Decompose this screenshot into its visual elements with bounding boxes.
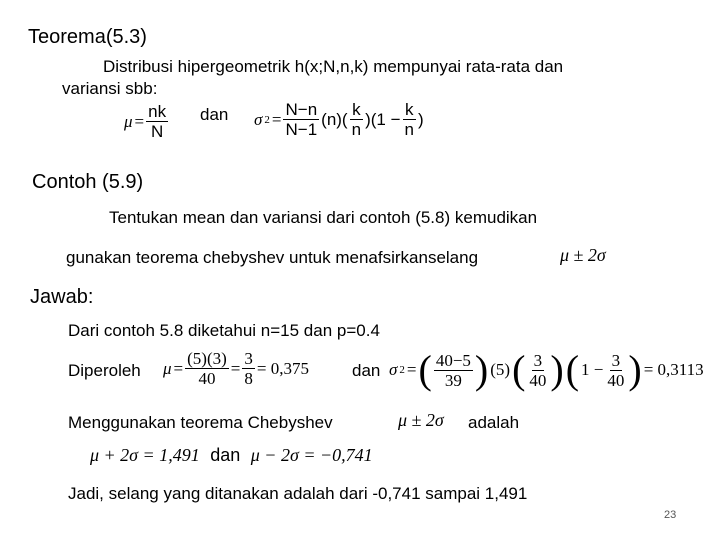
open-paren: ( [418,347,432,392]
example-line-2: gunakan teorema chebyshev untuk menafsirkanselang [66,248,479,267]
interval-formula: μ ± 2σ [560,245,606,265]
variance-term-one-minus: 1 − [581,360,604,379]
variance-calc-fraction-2 [527,352,548,389]
mean-calc-fraction-1 [185,350,229,387]
mu-symbol: μ [163,358,172,378]
variance-formula [254,101,424,138]
mu-symbol: μ [124,111,133,131]
variance-term-n: (n)( [321,109,348,129]
lower-bound: μ − 2σ = −0,741 [250,445,373,465]
theorem-line-1: Distribusi hipergeometrik h(x;N,n,k) mempunyai rata-rata dan [103,57,564,76]
close-paren: ) [474,347,489,392]
interval-bounds [90,445,373,466]
fraction-numerator: 3 [533,350,543,370]
variance-term-one-minus: )(1 − [365,109,401,129]
answer-title: Jawab: [30,286,94,308]
open-paren: ( [565,347,580,392]
variance-fraction-3 [403,101,416,138]
closing-parenthesis: ) [417,109,424,129]
variance-calc-fraction-3 [605,352,626,389]
variance-calculation [389,347,704,392]
fraction-denominator: N−1 [285,120,318,139]
close-paren: ) [628,347,642,392]
bounds-dan: dan [210,445,241,465]
chebyshev-line: Menggunakan teorema Chebyshev [68,413,333,432]
sigma-symbol: σ [389,360,398,379]
conclusion: Jadi, selang yang ditanakan adalah dari -0,741 sampai 1,491 [68,484,528,503]
fraction-denominator: 8 [244,369,253,388]
variance-fraction-2 [350,101,363,138]
equals-sign: = [406,360,417,379]
mean-formula [124,103,168,140]
mean-calc-fraction-2 [242,350,255,387]
fraction-denominator: 40 [529,370,547,390]
equals-sign: = [173,358,184,378]
fraction-denominator: n [351,120,362,139]
variance-result: = 0,3113 [643,360,704,379]
fraction-numerator: 3 [611,350,621,370]
answer-dan: dan [352,361,381,380]
example-line-1: Tentukan mean dan variansi dari contoh (5.8) kemudikan [109,208,538,227]
variance-calc-fraction-1 [434,352,473,389]
variance-fraction-1 [283,101,319,138]
example-title: Contoh (5.9) [32,171,144,193]
mean-denominator: N [150,122,164,141]
mean-fraction [146,103,168,140]
fraction-numerator: k [405,100,414,119]
variance-factor-5: (5) [490,360,511,379]
diperoleh-label: Diperoleh [68,361,141,380]
fraction-numerator: 3 [244,349,253,368]
fraction-denominator: 40 [607,370,625,390]
upper-bound: μ + 2σ = 1,491 [90,445,200,465]
fraction-numerator: k [352,100,361,119]
equals-sign: = [230,358,241,378]
open-paren: ( [512,347,526,392]
mean-numerator: nk [148,102,167,121]
page-number: 23 [664,509,677,521]
fraction-numerator: (5)(3) [187,349,227,368]
chebyshev-interval: μ ± 2σ [398,410,444,430]
theorem-line-2: variansi sbb: [62,79,158,98]
theorem-dan: dan [200,105,229,124]
adalah-label: adalah [468,413,520,432]
equals-sign: = [271,109,282,129]
close-paren: ) [550,347,564,392]
sigma-exponent: 2 [264,113,270,126]
answer-line-1: Dari contoh 5.8 diketahui n=15 dan p=0.4 [68,321,380,340]
sigma-exponent: 2 [399,364,405,376]
fraction-numerator: 40−5 [435,350,471,370]
fraction-denominator: 40 [198,369,216,388]
mean-calculation [163,350,309,387]
equals-sign: = [134,111,145,131]
fraction-denominator: 39 [444,370,462,390]
mean-result: = 0,375 [256,358,309,378]
theorem-title: Teorema(5.3) [28,26,147,48]
fraction-denominator: n [404,120,414,139]
fraction-numerator: N−n [285,100,318,119]
sigma-symbol: σ [254,109,263,129]
